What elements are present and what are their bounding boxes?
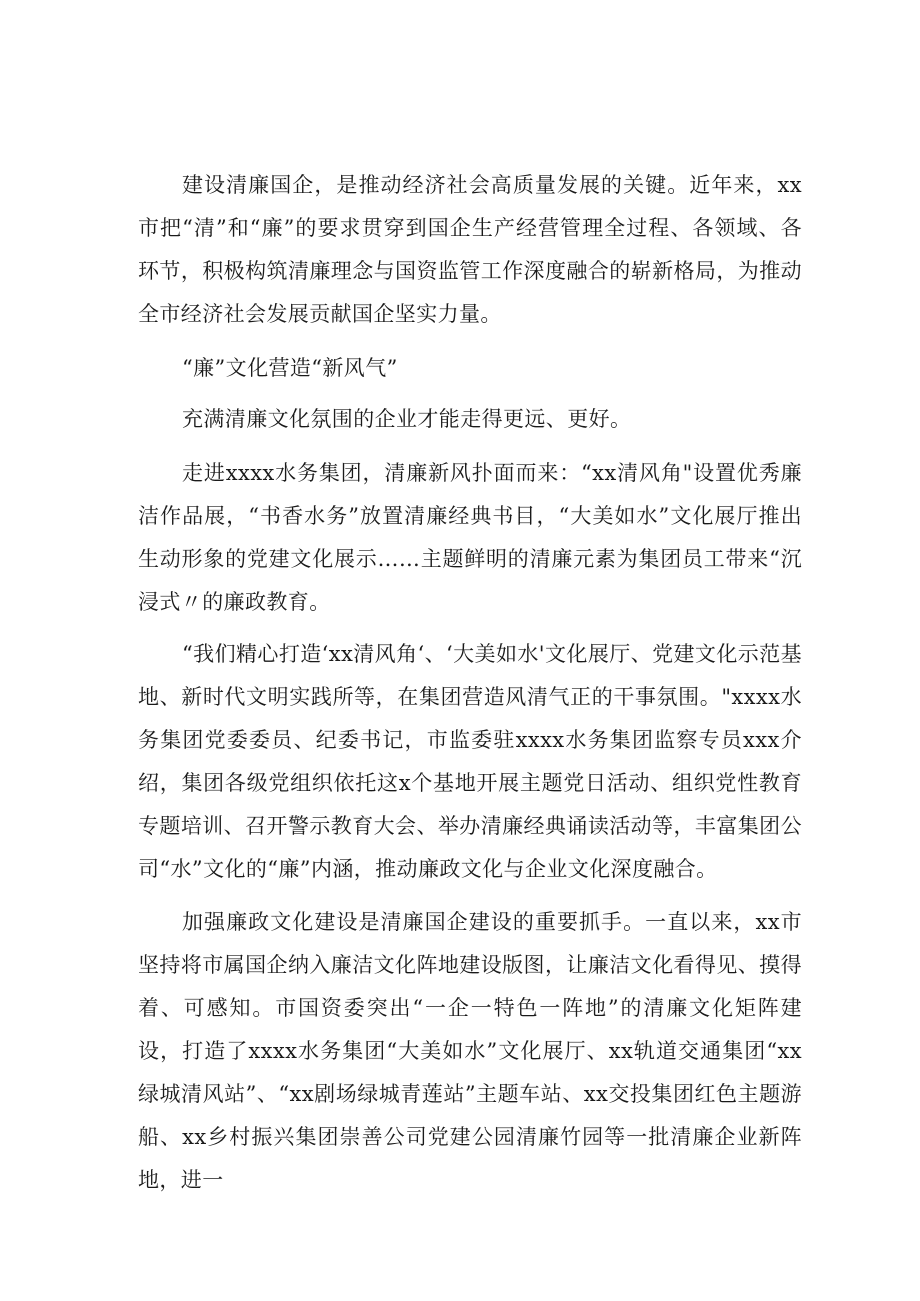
paragraph-quote: “我们精心打造‘xx清风角‘、‘大美如水'文化展厅、党建文化示范基地、新时代文明实践所等，在集团营造风清气正的干事氛围。"xxxx水务集团党委委员、纪委书记，市监委驻xxxx水务集团监察专员xxx介绍，集团各级党组织依托这x个基地开展主题党日活动、组织党性教育专题培训、召开警示教育大会、举办清廉经典诵读活动等，丰富集团公司“水”文化的“廉”内涵，推动廉政文化与企业文化深度融合。 — [138, 642, 802, 881]
paragraph-intro: 建设清廉国企，是推动经济社会高质量发展的关键。近年来，xx市把“清”和“廉”的要求贯穿到国企生产经营管理全过程、各领域、各环节，积极构筑清廉理念与国资监管工作深度融合的崭新格局，为推动全市经济社会发展贡献国企坚实力量。 — [138, 173, 802, 326]
paragraph-water-group: 走进xxxx水务集团，清廉新风扑面而来：“xx清风角"设置优秀廉洁作品展，“书香水务”放置清廉经典书目，“大美如水”文化展厅推出生动形象的党建文化展示……主题鲜明的清廉元素为集团员工带来“沉浸式〃的廉政教育。 — [138, 461, 802, 614]
paragraph-lead: 充满清廉文化氛围的企业才能走得更远、更好。 — [182, 407, 632, 431]
section-heading: “廉”文化营造“新风气” — [182, 356, 398, 380]
paragraph-culture-building: 加强廉政文化建设是清廉国企建设的重要抓手。一直以来，xx市坚持将市属国企纳入廉洁文化阵地建设版图，让廉洁文化看得见、摸得着、可感知。市国资委突出“一企一特色一阵地”的清廉文化矩阵建设，打造了xxxx水务集团“大美如水”文化展厅、xx轨道交通集团“xx绿城清风站”、“xx剧场绿城青莲站”主题车站、xx交投集团红色主题游船、xx乡村振兴集团崇善公司党建公园清廉竹园等一批清廉企业新阵地，进一 — [138, 910, 802, 1192]
document-body — [138, 164, 802, 1202]
